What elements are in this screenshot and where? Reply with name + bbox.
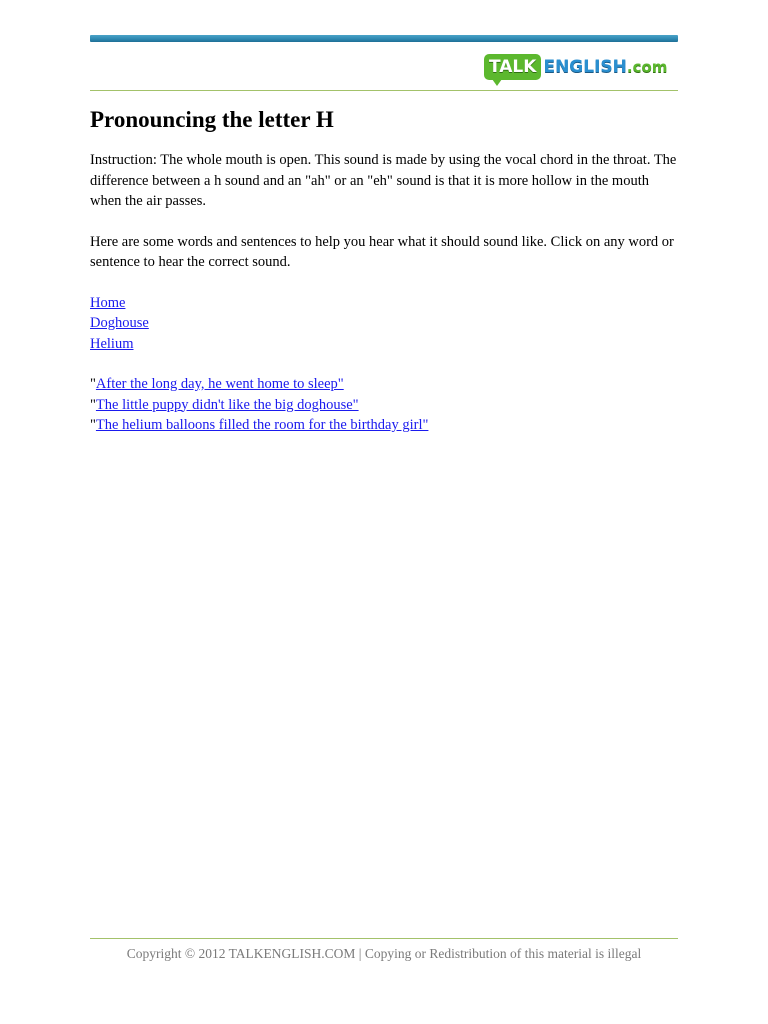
- word-list: [90, 293, 680, 355]
- open-quote: ": [90, 417, 96, 433]
- header-divider: [90, 90, 678, 91]
- open-quote: ": [90, 376, 96, 392]
- instruction-text: Instruction: The whole mouth is open. This sound is made by using the vocal chord in the throat. The difference between a h sound and an "ah" or an "eh" sound is that it is more hollow in the mouth when the air passes.: [90, 152, 677, 209]
- open-quote: ": [90, 396, 96, 413]
- copyright-footer: Copyright © 2012 TALKENGLISH.COM | Copying or Redistribution of this material is illegal: [126, 946, 642, 961]
- sentence-link-3[interactable]: The helium balloons filled the room for the birthday girl": [95, 417, 429, 433]
- page-title: Pronouncing the letter H: [90, 107, 334, 132]
- sentence-list: [90, 374, 680, 436]
- sentence-item: [90, 415, 680, 436]
- header-bar: [90, 35, 678, 42]
- logo-english: ENGLISH: [543, 57, 627, 77]
- talkenglish-logo: [484, 50, 667, 84]
- sentence-link-1[interactable]: After the long day, he went home to sleep": [95, 376, 344, 392]
- word-link-doghouse[interactable]: Doghouse: [90, 315, 149, 331]
- word-link-helium[interactable]: Helium: [90, 335, 134, 352]
- sentence-item: [90, 395, 680, 416]
- word-item: [90, 293, 680, 314]
- main-content: [90, 104, 680, 436]
- footer-divider: [90, 938, 678, 939]
- logo-dotcom: .com: [626, 58, 668, 76]
- word-item: [90, 334, 680, 355]
- help-text: Here are some words and sentences to help you hear what it should sound like. Click on any word or sentence to hear the correct sound.: [90, 233, 674, 270]
- logo-talk: TALK: [484, 54, 541, 80]
- sentence-item: [90, 374, 680, 395]
- sentence-link-2[interactable]: The little puppy didn't like the big doghouse": [95, 396, 359, 413]
- word-item: [90, 313, 680, 334]
- word-link-home[interactable]: Home: [90, 294, 126, 311]
